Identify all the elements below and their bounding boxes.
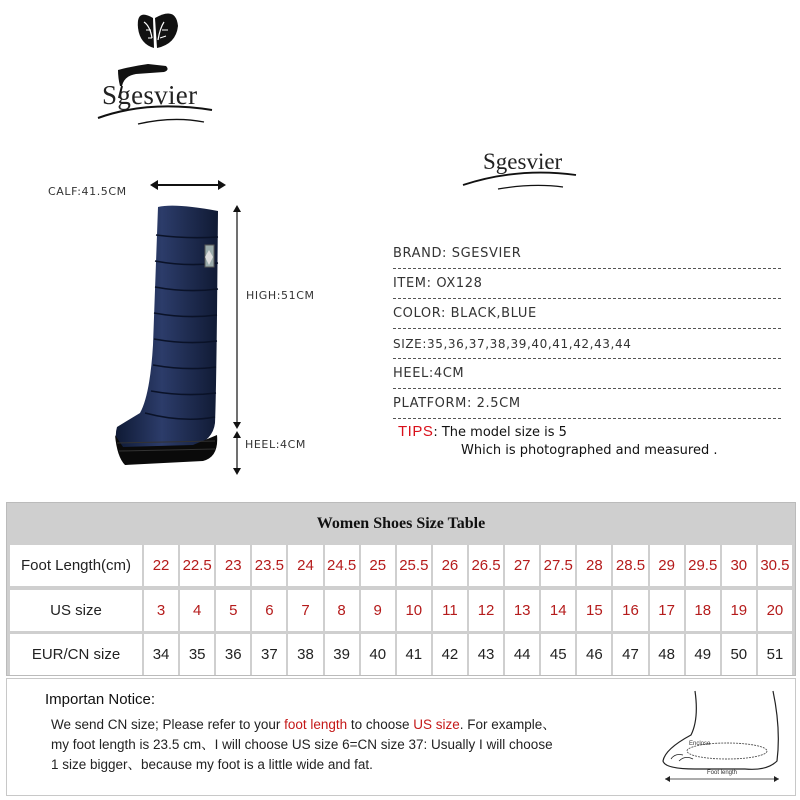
notice-text: We send CN size; Please refer to your	[51, 717, 285, 732]
size-table-cell: 25.5	[397, 545, 431, 586]
brand-name-small: Sgesvier	[483, 149, 563, 174]
calf-measurement-label: CALF:41.5CM	[48, 185, 127, 198]
notice-title: Importan Notice:	[45, 691, 156, 708]
size-table-cell: 26.5	[469, 545, 503, 586]
size-table-cell: 51	[758, 634, 792, 675]
size-table-cell: 17	[650, 590, 684, 631]
size-table-cell: 9	[361, 590, 395, 631]
spec-brand: BRAND: SGESVIER	[393, 240, 781, 269]
size-table-cell: 34	[144, 634, 178, 675]
notice-line-1	[51, 713, 556, 733]
size-table-cell: 43	[469, 634, 503, 675]
size-table-cell: 3	[144, 590, 178, 631]
size-table-cell: 35	[180, 634, 214, 675]
notice-line-3: 1 size bigger、because my foot is a little wide and fat.	[51, 757, 373, 772]
size-table-cell: 8	[325, 590, 359, 631]
tips-line-1: : The model size is 5	[433, 425, 567, 440]
size-table-cell: 13	[505, 590, 539, 631]
size-table-cell: 23	[216, 545, 250, 586]
notice-line-2: my foot length is 23.5 cm、I will choose US size 6=CN size 37: Usually I will choose	[51, 737, 553, 752]
size-table-cell: 40	[361, 634, 395, 675]
notice-text: . For example、	[459, 717, 556, 732]
size-table-row	[10, 590, 792, 631]
boot-product-image	[95, 195, 230, 480]
spec-size: SIZE:35,36,37,38,39,40,41,42,43,44	[393, 330, 781, 359]
size-table-cell: 23.5	[252, 545, 286, 586]
size-table-cell: 5	[216, 590, 250, 631]
notice-text: to choose	[347, 717, 414, 732]
spec-item: ITEM: OX128	[393, 270, 781, 299]
size-table-cell: 20	[758, 590, 792, 631]
brand-logo	[78, 8, 228, 128]
tips-line-2: Which is photographed and measured .	[461, 443, 718, 458]
size-table	[6, 502, 796, 676]
size-table-cell: 29.5	[686, 545, 720, 586]
spec-heel: HEEL:4CM	[393, 360, 781, 389]
size-table-cell: 27	[505, 545, 539, 586]
size-table-cell: 41	[397, 634, 431, 675]
size-table-cell: 30.5	[758, 545, 792, 586]
diagram-foot-length-label: Foot length	[707, 770, 738, 776]
size-table-cell: 16	[613, 590, 647, 631]
size-table-cell: 6	[252, 590, 286, 631]
size-table-cell: 18	[686, 590, 720, 631]
size-table-cell: 39	[325, 634, 359, 675]
tips-label: TIPS	[398, 423, 434, 440]
boot-icon	[95, 195, 230, 480]
spec-platform: PLATFORM: 2.5CM	[393, 390, 781, 419]
size-table-cell: 11	[433, 590, 467, 631]
notice-box	[6, 678, 796, 796]
size-table-cell: 30	[722, 545, 756, 586]
size-table-cell: 22	[144, 545, 178, 586]
size-table-cell: 26	[433, 545, 467, 586]
size-table-cell: 19	[722, 590, 756, 631]
size-table-cell: 10	[397, 590, 431, 631]
heel-measurement-label: HEEL:4CM	[245, 438, 306, 451]
size-table-row-label: Foot Length(cm)	[10, 545, 142, 586]
height-measurement-label: HIGH:51CM	[246, 289, 315, 302]
size-table-row-label: EUR/CN size	[10, 634, 142, 675]
spec-color: COLOR: BLACK,BLUE	[393, 300, 781, 329]
size-table-cell: 47	[613, 634, 647, 675]
notice-highlight-us-size: US size	[413, 717, 460, 732]
size-table-row-label: US size	[10, 590, 142, 631]
tips	[398, 423, 567, 440]
calf-arrow-icon	[150, 178, 226, 192]
size-table-cell: 4	[180, 590, 214, 631]
size-table-cell: 36	[216, 634, 250, 675]
size-table-cell: 48	[650, 634, 684, 675]
logo-swoosh-icon	[458, 145, 588, 195]
size-table-cell: 29	[650, 545, 684, 586]
size-table-cell: 49	[686, 634, 720, 675]
size-table-cell: 37	[252, 634, 286, 675]
size-table-cell: 25	[361, 545, 395, 586]
size-table-cell: 42	[433, 634, 467, 675]
brand-logo-small	[458, 145, 588, 195]
size-table-cell: 28	[577, 545, 611, 586]
size-table-cell: 24	[288, 545, 322, 586]
size-table-cell: 12	[469, 590, 503, 631]
size-table-row	[10, 545, 792, 586]
size-table-cell: 50	[722, 634, 756, 675]
diagram-enclose-label: Enclose	[689, 741, 711, 747]
size-table-cell: 28.5	[613, 545, 647, 586]
foot-measurement-diagram	[655, 689, 785, 789]
size-table-cell: 14	[541, 590, 575, 631]
size-table-title: Women Shoes Size Table	[316, 515, 486, 532]
size-table-cell: 45	[541, 634, 575, 675]
size-table-cell: 7	[288, 590, 322, 631]
brand-name: Sgesvier	[102, 80, 198, 110]
size-table-cell: 15	[577, 590, 611, 631]
size-table-cell: 24.5	[325, 545, 359, 586]
size-table-row	[10, 634, 792, 675]
size-table-cell: 22.5	[180, 545, 214, 586]
size-table-cell: 38	[288, 634, 322, 675]
height-arrow-icon	[230, 205, 244, 475]
size-table-cell: 46	[577, 634, 611, 675]
size-table-cell: 44	[505, 634, 539, 675]
notice-highlight-foot-length: foot length	[284, 717, 348, 732]
size-table-cell: 27.5	[541, 545, 575, 586]
